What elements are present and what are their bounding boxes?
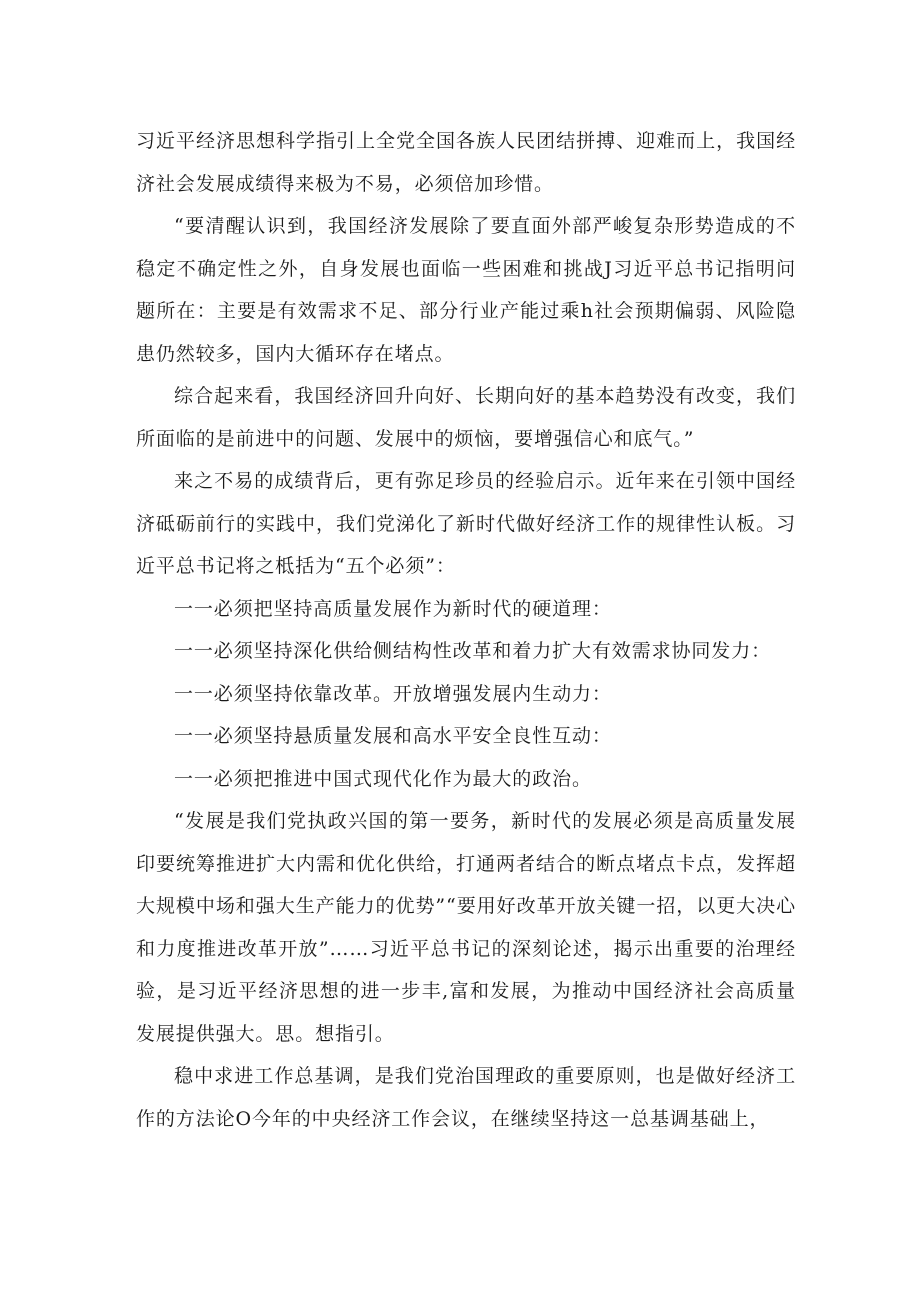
list-item-must-2: 一一必须坚持深化供给侧结构性改革和着力扩大有效需求协同发力：: [174, 640, 772, 662]
paragraph-steady-progress: 稳中求进工作总基调，是我们党治国理政的重要原则，也是做好经济工作的方法论O今年的中央经济工作会议，在继续坚持这一总基调基础上，: [136, 1065, 796, 1130]
paragraph-development-quote: “发展是我们党执政兴国的第一要务，新时代的发展必须是高质量发展印要统筹推进扩大内需和优化供给，打通两者结合的断点堵点卡点，发挥超大规模中场和强大生产能力的优势”“要用好改革开放关键一招，以更大决心和力度推进改革开放”……习近平总书记的深刻论述，揭示出重要的治理经验，是习近平经济思想的进一步丰,富和发展，为推动中国经济社会高质量发展提供强大。思。想指引。: [136, 810, 796, 1045]
paragraph-continuation: 习近平经济思想科学指引上全党全国各族人民团结拼搏、迎难而上，我国经济社会发展成绩得来极为不易，必须倍加珍惜。: [136, 130, 796, 195]
document-body: [136, 120, 796, 1140]
paragraph-five-musts-intro: 来之不易的成绩背后，更有弥足珍员的经验启示。近年来在引领中国经济砥砺前行的实践中，我们党涕化了新时代做好经济工作的规律性认板。习近平总书记将之柢括为“五个必须”：: [136, 470, 796, 577]
list-item-must-3: 一一必须坚持依靠改革。开放增强发展内生动力：: [174, 682, 612, 705]
list-item-must-1: 一一必须把坚持高质量发展作为新时代的硬道理：: [174, 597, 612, 620]
list-item-must-5: 一一必须把推进中国式现代化作为最大的政治。: [174, 767, 592, 790]
paragraph-overall-view: 综合起来看，我国经济回升向好、长期向好的基本趋势没有改变，我们所面临的是前进中的问题、发展中的烦恼，要增强信心和底气。”: [136, 385, 796, 450]
list-item-must-4: 一一必须坚持悬质量发展和高水平安全良性互动：: [174, 725, 612, 747]
paragraph-quote-challenges: “要清醒认识到，我国经济发展除了要直面外部严峻复杂形势造成的不稳定不确定性之外，自身发展也面临一些困难和挑战J习近平总书记指明问题所在：主要是有效需求不足、部分行业产能过乘h社会预期偏弱、风险隐患仍然较多，国内大循环存在堵点。: [136, 215, 796, 365]
